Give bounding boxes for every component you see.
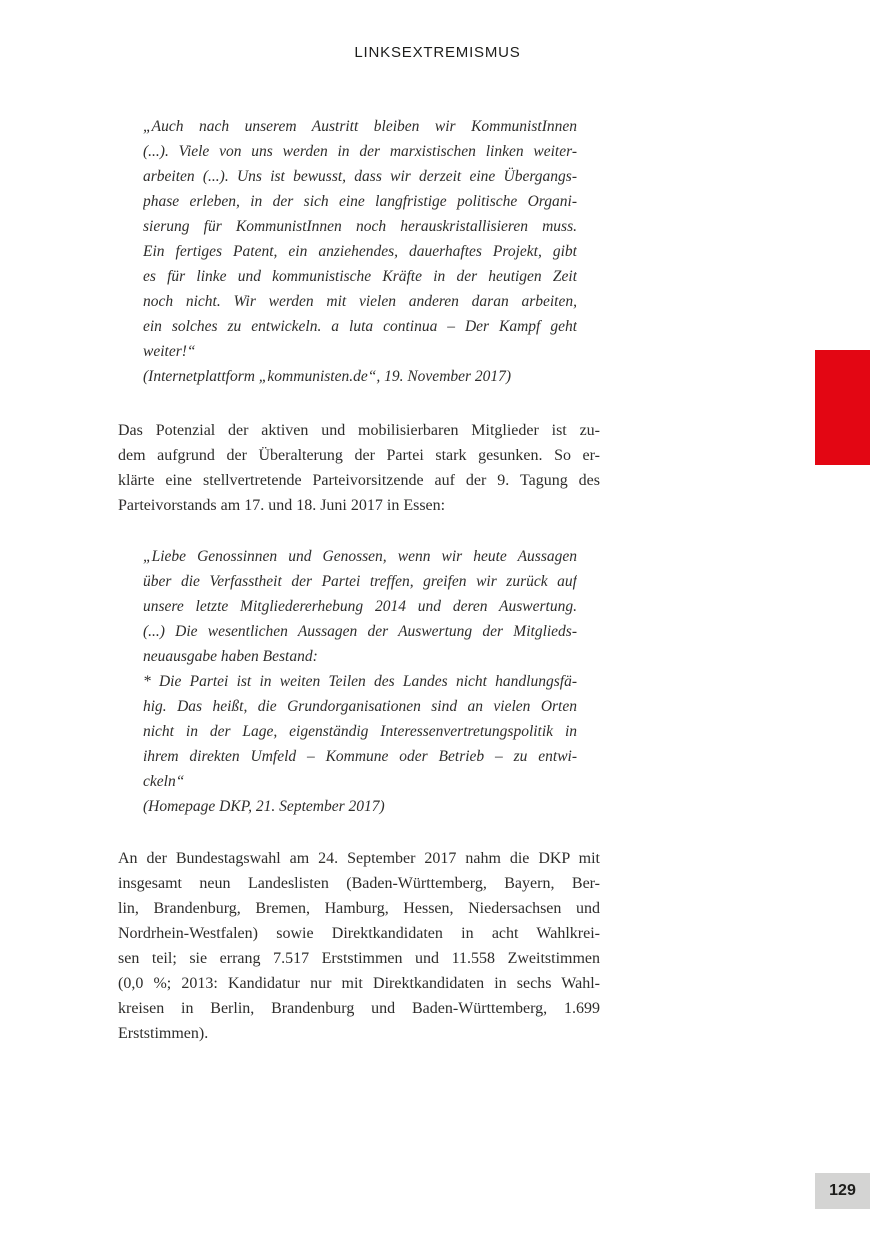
page-number: 129 (815, 1173, 870, 1209)
text-line: (0,0 %; 2013: Kandidatur nur mit Direktkandidaten in sechs Wahl- (118, 975, 600, 992)
text-line: Nordrhein-Westfalen) sowie Direktkandidaten in acht Wahlkrei- (118, 925, 600, 942)
text-line: insgesamt neun Landeslisten (Baden-Württemberg, Bayern, Ber- (118, 875, 600, 892)
text-line: hig. Das heißt, die Grundorganisationen sind an vielen Orten (143, 698, 577, 715)
text-line: * Die Partei ist in weiten Teilen des Landes nicht handlungsfä- (143, 673, 577, 690)
text-line: ein solches zu entwickeln. a luta continua – Der Kampf geht (143, 318, 577, 335)
chapter-marker-tab (815, 350, 870, 465)
text-line: (...) Die wesentlichen Aussagen der Auswertung der Mitglieds- (143, 623, 577, 640)
text-line: „Auch nach unserem Austritt bleiben wir KommunistInnen (143, 118, 577, 135)
text-line: neuausgabe haben Bestand: (143, 648, 318, 665)
blockquote-text (143, 114, 577, 364)
text-line: über die Verfasstheit der Partei treffen, greifen wir zurück auf (143, 573, 577, 590)
running-header-title: LINKSEXTREMISMUS (354, 44, 521, 61)
text-line: es für linke und kommunistische Kräfte in der heutigen Zeit (143, 268, 577, 285)
page-content (118, 114, 600, 1046)
text-line: (...). Viele von uns werden in der marxistischen linken weiter- (143, 143, 577, 160)
text-line: weiter!“ (143, 343, 196, 360)
blockquote-attribution: (Homepage DKP, 21. September 2017) (143, 798, 385, 815)
text-line: Erststimmen). (118, 1025, 209, 1042)
text-line: sen teil; sie errang 7.517 Erststimmen und 11.558 Zweitstimmen (118, 950, 600, 967)
text-line: kreisen in Berlin, Brandenburg und Baden-Württemberg, 1.699 (118, 1000, 600, 1017)
text-line: klärte eine stellvertretende Parteivorsitzende auf der 9. Tagung des (118, 472, 600, 489)
text-line: ckeln“ (143, 773, 185, 790)
paragraph-potenzial (118, 418, 600, 518)
text-line: „Liebe Genossinnen und Genossen, wenn wir heute Aussagen (143, 548, 577, 565)
text-line: Parteivorstands am 17. und 18. Juni 2017 in Essen: (118, 497, 446, 514)
text-line: dem aufgrund der Überalterung der Partei stark gesunken. So er- (118, 447, 600, 464)
text-line: An der Bundestagswahl am 24. September 2017 nahm die DKP mit (118, 850, 600, 867)
blockquote-attribution: (Internetplattform „kommunisten.de“, 19. November 2017) (143, 368, 512, 385)
blockquote-kommunisten (143, 114, 577, 389)
text-line: sierung für KommunistInnen noch herauskristallisieren muss. (143, 218, 577, 235)
blockquote-dkp (143, 544, 577, 819)
blockquote-text (143, 544, 577, 794)
text-line: Das Potenzial der aktiven und mobilisierbaren Mitglieder ist zu- (118, 422, 600, 439)
text-line: Ein fertiges Patent, ein anziehendes, dauerhaftes Projekt, gibt (143, 243, 577, 260)
text-line: arbeiten (...). Uns ist bewusst, dass wir derzeit eine Übergangs- (143, 168, 577, 185)
text-line: nicht in der Lage, eigenständig Interessenvertretungspolitik in (143, 723, 577, 740)
text-line: unsere letzte Mitgliedererhebung 2014 und deren Auswertung. (143, 598, 577, 615)
text-line: ihrem direkten Umfeld – Kommune oder Betrieb – zu entwi- (143, 748, 577, 765)
text-line: phase erleben, in der sich eine langfristige politische Organi- (143, 193, 577, 210)
text-line: lin, Brandenburg, Bremen, Hamburg, Hessen, Niedersachsen und (118, 900, 600, 917)
paragraph-bundestagswahl (118, 846, 600, 1046)
text-line: noch nicht. Wir werden mit vielen anderen daran arbeiten, (143, 293, 577, 310)
